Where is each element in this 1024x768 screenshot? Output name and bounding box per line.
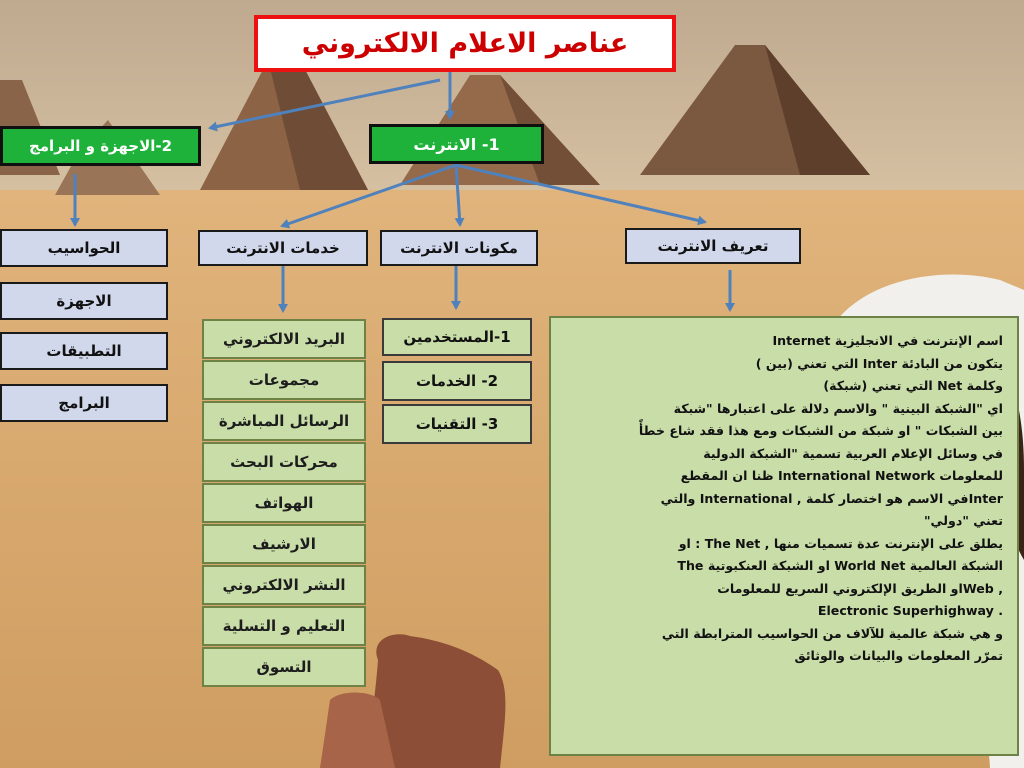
definition-line: , Webاو الطريق الإلكتروني السريع للمعلومات — [717, 580, 1003, 596]
definition-line: Interفي الاسم هو اختصار كلمة , International والتي — [660, 490, 1003, 506]
arrow-internet-to-services — [282, 165, 456, 226]
devices-branch-box: 2-الاجهزة و البرامج — [0, 126, 201, 166]
components-item-users: 1-المستخدمين — [382, 318, 532, 356]
section-components-box: مكونات الانترنت — [380, 230, 538, 266]
definition-line: اي "الشبكة البينية " والاسم دلالة على اعتبارها "شبكة — [673, 400, 1003, 416]
services-item-direct-messages: الرسائل المباشرة — [202, 401, 366, 441]
definition-line: يتكون من البادئة Inter التي تعني (بين ) — [755, 355, 1003, 371]
definition-line: للمعلومات International Network ظنا ان المقطع — [680, 468, 1003, 483]
definition-line: بين الشبكات " او شبكة من الشبكات ومع هذا فقد شاع خطأً — [638, 423, 1003, 438]
services-item-phones: الهواتف — [202, 483, 366, 523]
devices-item-applications: التطبيقات — [0, 332, 168, 370]
services-item-education-entertainment: التعليم و التسلية — [202, 606, 366, 646]
services-item-search-engines: محركات البحث — [202, 442, 366, 482]
devices-item-software: البرامج — [0, 384, 168, 422]
devices-item-hardware: الاجهزة — [0, 282, 168, 320]
definition-line: و هي شبكة عالمية للآلاف من الحواسيب المترابطة التي — [661, 625, 1003, 641]
section-definition-box: تعريف الانترنت — [625, 228, 801, 264]
definition-line: وكلمة Net التي تعني (شبكة) — [823, 378, 1003, 393]
internet-definition-text — [549, 316, 1019, 756]
arrow-title-to-devices — [210, 80, 440, 128]
arrow-internet-to-definition — [456, 165, 705, 222]
services-item-email: البريد الالكتروني — [202, 319, 366, 359]
diagram-title: عناصر الاعلام الالكتروني — [254, 15, 676, 72]
definition-line: يطلق على الإنترنت عدة تسميات منها , The Net : او — [678, 535, 1003, 551]
section-services-box: خدمات الانترنت — [198, 230, 368, 266]
services-item-archive: الارشيف — [202, 524, 366, 564]
arrow-internet-to-components — [456, 165, 460, 225]
components-item-technologies: 3- التقنيات — [382, 404, 532, 444]
services-item-groups: مجموعات — [202, 360, 366, 400]
definition-line: اسم الإنترنت في الانجليزية Internet — [772, 333, 1003, 348]
components-item-services: 2- الخدمات — [382, 361, 532, 401]
definition-line: الشبكة العالمية World Net او الشبكة العنكبوتية The — [677, 558, 1003, 573]
definition-line: تمرّر المعلومات والبيانات والوثائق — [794, 648, 1003, 663]
definition-line: في وسائل الإعلام العربية تسمية "الشبكة الدولية — [703, 445, 1003, 461]
definition-line: . Electronic Superhighway — [817, 603, 1003, 618]
services-item-e-publishing: النشر الالكتروني — [202, 565, 366, 605]
devices-item-computers: الحواسيب — [0, 229, 168, 267]
internet-branch-box: 1- الانترنت — [369, 124, 544, 164]
definition-line: تعني "دولي" — [924, 513, 1003, 528]
services-item-shopping: التسوق — [202, 647, 366, 687]
